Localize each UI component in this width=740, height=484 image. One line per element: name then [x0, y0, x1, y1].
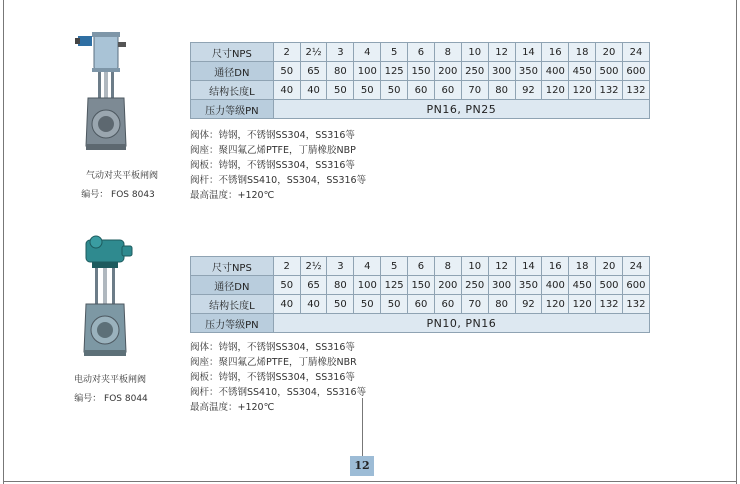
page-border-bottom	[3, 481, 737, 482]
material-notes-2	[190, 340, 366, 415]
cell: 3	[327, 43, 354, 62]
cell: 80	[327, 276, 354, 295]
cell: 70	[461, 81, 488, 100]
cell: 18	[569, 43, 596, 62]
cell: 125	[381, 62, 408, 81]
cell: 40	[273, 295, 300, 314]
spec-table-2	[190, 256, 650, 333]
cell: 2	[273, 257, 300, 276]
cell: 600	[622, 276, 649, 295]
cell: 16	[542, 43, 569, 62]
page-border-left	[3, 0, 4, 484]
cell: 2½	[300, 43, 327, 62]
cell: 200	[434, 62, 461, 81]
cell: 450	[569, 276, 596, 295]
cell: 6	[408, 43, 435, 62]
cell: 2½	[300, 257, 327, 276]
cell: 400	[542, 62, 569, 81]
cell: 16	[542, 257, 569, 276]
cell: 132	[622, 295, 649, 314]
cell: 10	[461, 257, 488, 276]
cell: 350	[515, 62, 542, 81]
electric-knife-gate-valve-image	[78, 234, 138, 364]
cell: 6	[408, 257, 435, 276]
note-line: 阀板：铸钢，不锈钢SS304，SS316等	[190, 372, 355, 383]
cell: 80	[488, 295, 515, 314]
table-row-length	[191, 81, 650, 100]
cell: 60	[408, 295, 435, 314]
cell: 600	[622, 62, 649, 81]
pressure-value: PN16, PN25	[273, 100, 649, 119]
cell: 250	[461, 62, 488, 81]
table-row-pressure	[191, 314, 650, 333]
table-row-dn	[191, 62, 650, 81]
note-line: 阀座：聚四氟乙烯PTFE，丁腈橡胶NBR	[190, 357, 357, 368]
row-label: 结构长度L	[191, 295, 274, 314]
cell: 50	[354, 81, 381, 100]
cell: 70	[461, 295, 488, 314]
note-line: 最高温度：+120℃	[190, 190, 275, 201]
cell: 10	[461, 43, 488, 62]
cell: 24	[622, 257, 649, 276]
page-border-right	[736, 0, 737, 484]
cell: 350	[515, 276, 542, 295]
note-line: 阀座：聚四氟乙烯PTFE，丁腈橡胶NBP	[190, 145, 356, 156]
row-label: 尺寸NPS	[191, 43, 274, 62]
page-divider	[362, 398, 363, 456]
cell: 132	[596, 295, 623, 314]
pneumatic-knife-gate-valve-image	[72, 28, 138, 156]
table-row-length	[191, 295, 650, 314]
product-name: 电动对夹平板闸阀	[73, 375, 146, 385]
cell: 92	[515, 81, 542, 100]
note-line: 阀杆：不锈钢SS410，SS304，SS316等	[190, 387, 367, 398]
row-label: 尺寸NPS	[191, 257, 274, 276]
cell: 200	[434, 276, 461, 295]
cell: 40	[300, 295, 327, 314]
cell: 100	[354, 276, 381, 295]
pressure-value: PN10, PN16	[273, 314, 649, 333]
cell: 50	[381, 295, 408, 314]
cell: 50	[354, 295, 381, 314]
cell: 12	[488, 43, 515, 62]
cell: 3	[327, 257, 354, 276]
cell: 120	[569, 81, 596, 100]
cell: 65	[300, 62, 327, 81]
cell: 500	[596, 62, 623, 81]
cell: 92	[515, 295, 542, 314]
cell: 50	[327, 81, 354, 100]
row-label: 结构长度L	[191, 81, 274, 100]
note-line: 最高温度：+120℃	[190, 402, 275, 413]
table-row-pressure	[191, 100, 650, 119]
product-code: 编号： FOS 8044	[74, 394, 148, 404]
cell: 132	[622, 81, 649, 100]
table-row-nps	[191, 257, 650, 276]
cell: 125	[381, 276, 408, 295]
cell: 14	[515, 257, 542, 276]
note-line: 阀体：铸钢，不锈钢SS304，SS316等	[190, 130, 355, 141]
cell: 50	[273, 62, 300, 81]
cell: 24	[622, 43, 649, 62]
cell: 450	[569, 62, 596, 81]
cell: 120	[542, 295, 569, 314]
cell: 150	[408, 62, 435, 81]
cell: 4	[354, 257, 381, 276]
cell: 120	[569, 295, 596, 314]
cell: 80	[488, 81, 515, 100]
cell: 5	[381, 257, 408, 276]
cell: 8	[434, 43, 461, 62]
product-code: 编号： FOS 8043	[81, 190, 155, 200]
cell: 20	[596, 257, 623, 276]
row-label: 压力等级PN	[191, 100, 274, 119]
cell: 40	[300, 81, 327, 100]
page-number: 12	[350, 456, 374, 476]
table-row-dn	[191, 276, 650, 295]
row-label: 通径DN	[191, 62, 274, 81]
cell: 300	[488, 62, 515, 81]
cell: 8	[434, 257, 461, 276]
product-name: 气动对夹平板闸阀	[85, 171, 158, 181]
row-label: 通径DN	[191, 276, 274, 295]
cell: 18	[569, 257, 596, 276]
note-line: 阀体：铸钢，不锈钢SS304，SS316等	[190, 342, 355, 353]
cell: 20	[596, 43, 623, 62]
cell: 60	[434, 295, 461, 314]
cell: 65	[300, 276, 327, 295]
cell: 50	[381, 81, 408, 100]
cell: 2	[273, 43, 300, 62]
cell: 80	[327, 62, 354, 81]
spec-table-1	[190, 42, 650, 119]
row-label: 压力等级PN	[191, 314, 274, 333]
cell: 50	[327, 295, 354, 314]
cell: 12	[488, 257, 515, 276]
material-notes-1	[190, 128, 366, 203]
table-row-nps	[191, 43, 650, 62]
cell: 100	[354, 62, 381, 81]
cell: 300	[488, 276, 515, 295]
cell: 150	[408, 276, 435, 295]
cell: 5	[381, 43, 408, 62]
cell: 132	[596, 81, 623, 100]
cell: 40	[273, 81, 300, 100]
cell: 400	[542, 276, 569, 295]
cell: 50	[273, 276, 300, 295]
note-line: 阀板：铸钢，不锈钢SS304，SS316等	[190, 160, 355, 171]
cell: 250	[461, 276, 488, 295]
cell: 60	[408, 81, 435, 100]
cell: 120	[542, 81, 569, 100]
cell: 4	[354, 43, 381, 62]
cell: 14	[515, 43, 542, 62]
note-line: 阀杆：不锈钢SS410，SS304，SS316等	[190, 175, 367, 186]
cell: 500	[596, 276, 623, 295]
cell: 60	[434, 81, 461, 100]
